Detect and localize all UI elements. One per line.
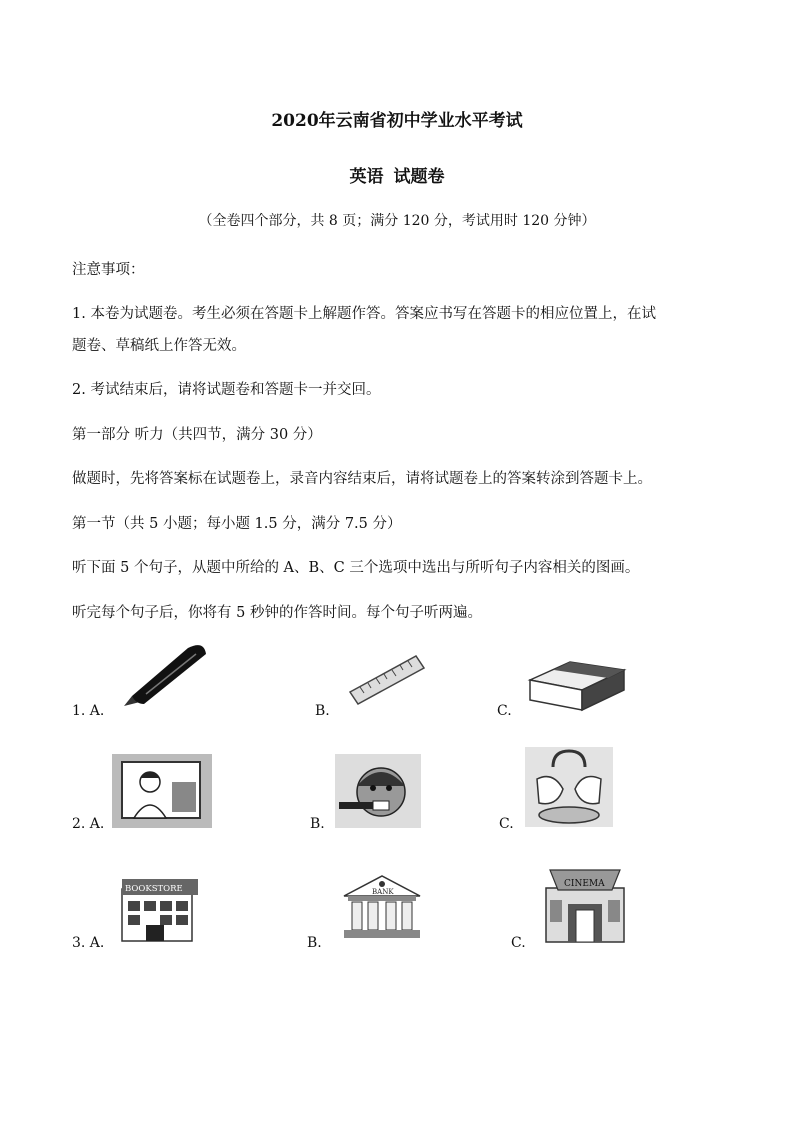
q1-option-b-label[interactable]: B.: [315, 703, 330, 719]
bank-icon[interactable]: [338, 872, 426, 940]
part1-instruction: 做题时，先将答案标在试题卷上，录音内容结束后，请将试题卷上的答案转涂到答题卡上。: [72, 471, 652, 487]
exam-title: 2020年云南省初中学业水平考试: [271, 111, 523, 131]
q3-option-b-label[interactable]: B.: [307, 935, 322, 951]
bank-sign: BANK: [372, 888, 394, 896]
q2-option-a-label[interactable]: 2. A.: [72, 816, 105, 832]
boy-at-window-icon[interactable]: [110, 752, 214, 830]
notice-heading: 注意事项：: [72, 262, 145, 278]
part1-heading: 第一部分 听力（共四节，满分 30 分）: [72, 427, 322, 443]
q1-option-c-label[interactable]: C.: [497, 703, 512, 719]
section1-heading: 第一节（共 5 小题；每小题 1.5 分，满分 7.5 分）: [72, 516, 402, 532]
pen-icon[interactable]: [118, 642, 210, 710]
q2-option-b-label[interactable]: B.: [310, 816, 325, 832]
q3-option-a-label[interactable]: 3. A.: [72, 935, 105, 951]
bookstore-sign: BOOKSTORE: [125, 884, 183, 894]
exam-subtitle: [0, 162, 794, 187]
washing-hands-icon[interactable]: [523, 745, 615, 829]
paper-label: 试题卷: [393, 167, 445, 187]
notice-2: 2. 考试结束后，请将试题卷和答题卡一并交回。: [72, 382, 381, 398]
section1-instruction-1: 听下面 5 个句子，从题中所给的 A、B、C 三个选项中选出与所听句子内容相关的图画。: [72, 560, 640, 576]
exam-info: （全卷四个部分，共 8 页；满分 120 分，考试用时 120 分钟）: [198, 213, 596, 229]
notice-1-line-2: 题卷、草稿纸上作答无效。: [72, 338, 246, 354]
q1-option-a-label[interactable]: 1. A.: [72, 703, 105, 719]
boy-brushing-teeth-icon[interactable]: [333, 752, 423, 830]
cinema-icon[interactable]: [540, 864, 630, 944]
eraser-icon[interactable]: [524, 652, 630, 714]
bookstore-icon[interactable]: [118, 875, 202, 943]
subject-label: 英语: [349, 167, 384, 187]
notice-1-line-1: 1. 本卷为试题卷。考生必须在答题卡上解题作答。答案应书写在答题卡的相应位置上，在试: [72, 306, 656, 322]
ruler-icon[interactable]: [346, 652, 428, 708]
cinema-sign: CINEMA: [564, 879, 605, 889]
q3-option-c-label[interactable]: C.: [511, 935, 526, 951]
q2-option-c-label[interactable]: C.: [499, 816, 514, 832]
section1-instruction-2: 听完每个句子后，你将有 5 秒钟的作答时间。每个句子听两遍。: [72, 605, 482, 621]
